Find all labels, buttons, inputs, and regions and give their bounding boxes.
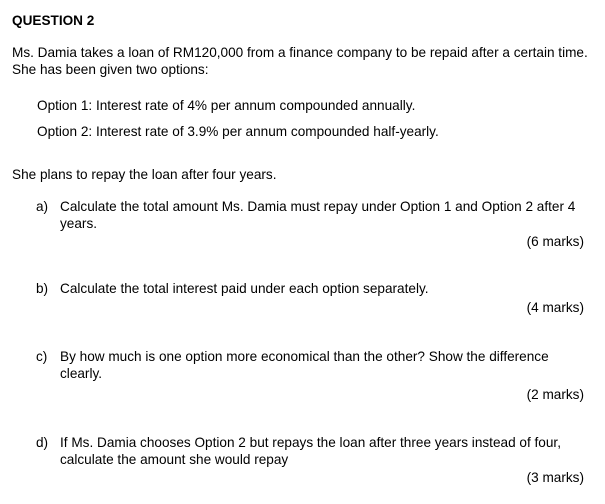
option-2: Option 2: Interest rate of 3.9% per annum compounded half-yearly.: [37, 124, 439, 139]
intro-paragraph: Ms. Damia takes a loan of RM120,000 from a finance company to be repaid after a certain time. She has been given two options:: [12, 45, 588, 77]
option-1: Option 1: Interest rate of 4% per annum compounded annually.: [37, 98, 416, 113]
question-a-marks: (6 marks): [526, 234, 584, 249]
question-c-marks: (2 marks): [526, 387, 584, 402]
question-b-text: Calculate the total interest paid under each option separately.: [60, 281, 429, 296]
question-d-text: If Ms. Damia chooses Option 2 but repays the loan after three years instead of four, calculate the amount she would repay: [60, 435, 561, 467]
question-c-text: By how much is one option more economical than the other? Show the difference clearly.: [60, 349, 549, 381]
question-d-marks: (3 marks): [526, 470, 584, 485]
question-c-label: c): [36, 349, 48, 364]
question-a-label: a): [36, 199, 49, 214]
plan-statement: She plans to repay the loan after four years.: [12, 167, 277, 182]
question-b-label: b): [36, 281, 49, 296]
question-a-text: Calculate the total amount Ms. Damia must repay under Option 1 and Option 2 after 4 years.: [60, 199, 576, 231]
question-b-marks: (4 marks): [526, 300, 584, 315]
question-heading: QUESTION 2: [12, 13, 95, 28]
question-d-label: d): [36, 435, 49, 450]
